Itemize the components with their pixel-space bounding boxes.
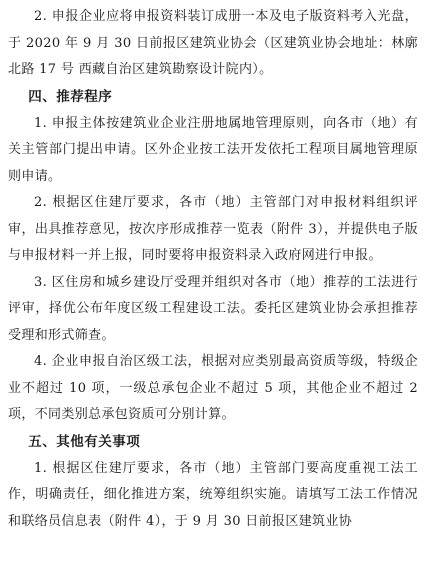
section-heading-other-matters: 五、其他有关事项 xyxy=(28,433,141,450)
paragraph-submission-materials: 2. 申报企业应将申报资料装订成册一本及电子版资料考入光盘，于 2020 年 9 月 30 日前报区建筑业协会（区建筑业协会地址：林廓北路 17 号 西藏自治区建筑勘察设计院内）。 xyxy=(8,9,418,77)
paragraph-procedure-2: 2. 根据区住建厅要求，各市（地）主管部门对申报材料组织评审，出具推荐意见，按次序形成推荐一览表（附件 3），并提供电子版与申报材料一并上报，同时要将申报资料录入政府网进行申报。 xyxy=(8,195,418,263)
paragraph-other-matters-1: 1. 根据区住建厅要求，各市（地）主管部门要高度重视工法工作，明确责任，细化推进方案，统筹组织实施。请填写工法工作情况和联络员信息表（附件 4），于 9 月 30 日前报区建筑业协 xyxy=(8,460,418,529)
paragraph-procedure-4: 4. 企业申报自治区级工法，根据对应类别最高资质等级，特级企业不超过 10 项，一级总承包企业不超过 5 项，其他企业不超过 2 项，不同类别总承包资质可分别计算。 xyxy=(8,354,418,422)
section-heading-recommendation-procedure: 四、推荐程序 xyxy=(28,88,113,105)
paragraph-procedure-3: 3. 区住房和城乡建设厅受理并组织对各市（地）推荐的工法进行评审，择优公布年度区级工程建设工法。委托区建筑业协会承担推荐受理和形式筛查。 xyxy=(8,274,418,343)
paragraph-procedure-1: 1. 申报主体按建筑业企业注册地属地管理原则，向各市（地）有关主管部门提出申请。区外企业按工法开发依托工程项目属地管理原则申请。 xyxy=(8,115,418,184)
